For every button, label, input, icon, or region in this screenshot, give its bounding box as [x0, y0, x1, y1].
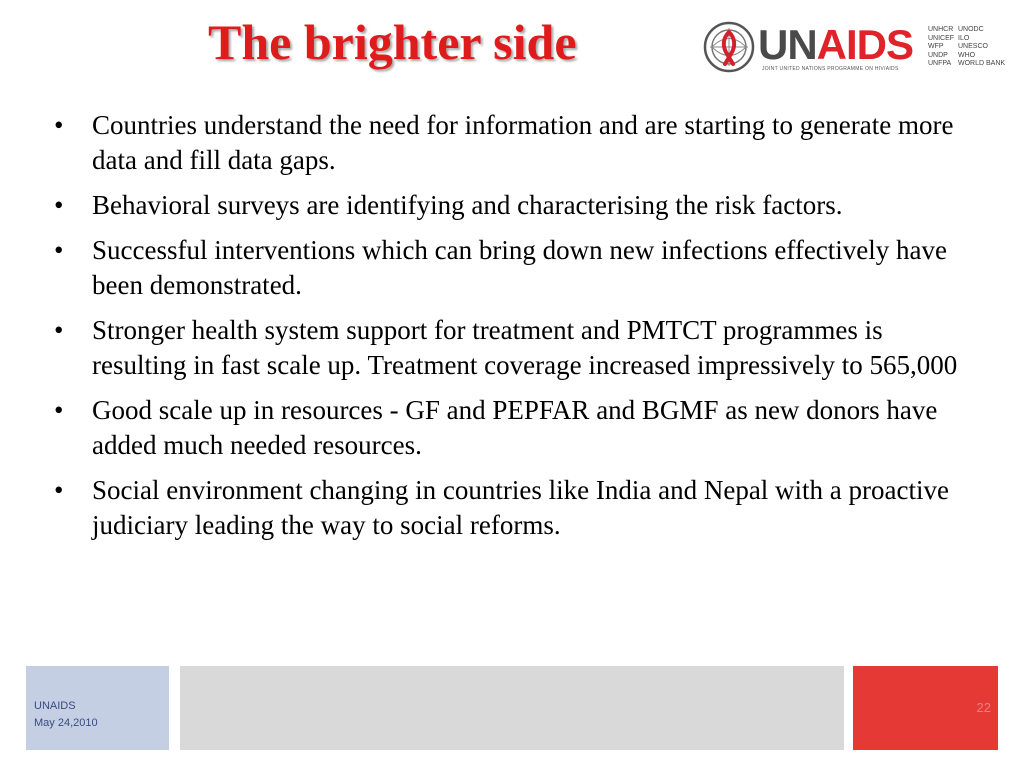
logo-agencies-col2: [958, 26, 1005, 69]
agency-label: WFP: [928, 43, 944, 50]
bullet-item: [50, 108, 980, 178]
bullet-item: [50, 393, 980, 463]
agency-label: ILO: [958, 34, 970, 42]
bullet-icon: •: [54, 315, 64, 345]
bullet-text: Successful interventions which can bring down new infections effectively have been demonstrated.: [92, 235, 947, 300]
bullet-text: Countries understand the need for information and are starting to generate more data and fill data gaps.: [92, 110, 954, 175]
logo-tagline: JOINT UNITED NATIONS PROGRAMME ON HIV/AIDS: [762, 66, 899, 72]
bullet-item: [50, 313, 980, 383]
bullet-item: [50, 233, 980, 303]
slide-title: The brighter side: [208, 14, 577, 70]
logo-agencies-col1: [928, 26, 954, 69]
footer-info: [34, 698, 98, 732]
footer-middle-block: [180, 666, 844, 750]
agency-label: UNODC: [958, 26, 984, 33]
bullet-icon: •: [54, 235, 64, 265]
bullet-icon: •: [54, 110, 64, 140]
bullet-text: Good scale up in resources - GF and PEPFAR and BGMF as new donors have added much needed resources.: [92, 395, 938, 460]
unaids-logo: [702, 18, 1012, 82]
bullet-text: Social environment changing in countries like India and Nepal with a proactive judiciary leading the way to social reforms.: [92, 475, 949, 540]
footer-org: UNAIDS: [34, 700, 76, 712]
agency-label: UNFPA: [928, 60, 952, 67]
page-number: 22: [976, 700, 991, 715]
agency-label: UNICEF: [928, 34, 955, 42]
logo-wordmark: UNAIDS: [758, 21, 914, 68]
footer-date: May 24,2010: [34, 717, 98, 729]
bullet-icon: •: [54, 190, 64, 220]
bullet-text: Behavioral surveys are identifying and characterising the risk factors.: [92, 190, 843, 220]
agency-label: WHO: [958, 51, 976, 59]
un-emblem-icon: [702, 20, 756, 74]
bullet-icon: •: [54, 395, 64, 425]
bullet-item: [50, 188, 980, 223]
bullet-icon: •: [54, 475, 64, 505]
bullet-text: Stronger health system support for treatment and PMTCT programmes is resulting in fast scale up. Treatment coverage increased impressively to 565,000: [92, 315, 958, 380]
bullet-item: [50, 473, 980, 543]
agency-label: UNDP: [928, 51, 948, 59]
agency-label: UNESCO: [958, 43, 988, 50]
agency-label: UNHCR: [928, 26, 954, 33]
bullet-list: [50, 108, 980, 553]
agency-label: WORLD BANK: [958, 60, 1006, 67]
